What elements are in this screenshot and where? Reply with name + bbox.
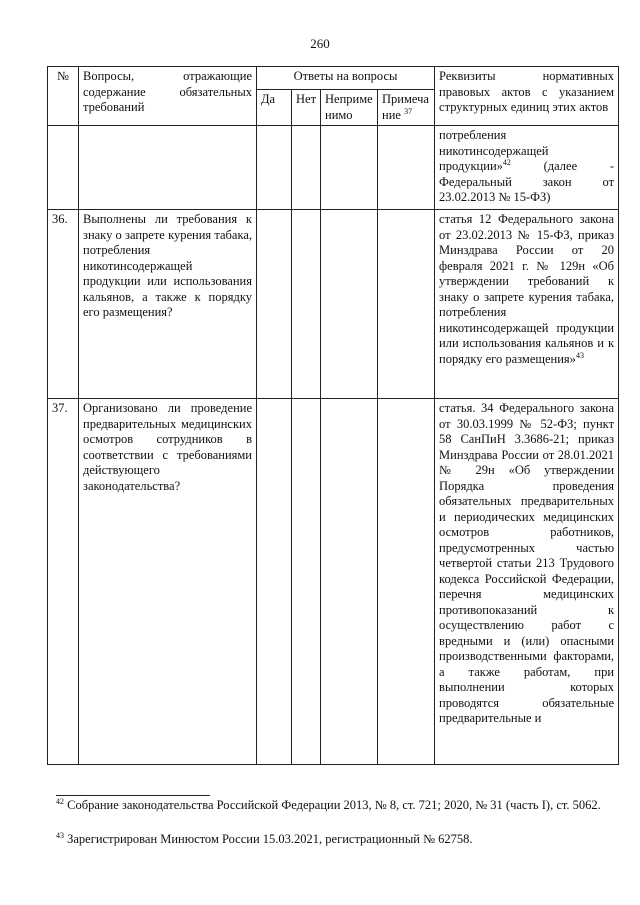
answer-na-cell — [321, 399, 378, 765]
answer-yes-cell — [257, 210, 292, 399]
row-num — [48, 126, 79, 210]
table-row — [48, 126, 619, 210]
answer-note-cell — [378, 399, 435, 765]
footnote-divider — [56, 795, 210, 796]
footnote-number: 43 — [56, 830, 64, 840]
header-questions: Вопросы, отражающие содержание обязательных требований — [79, 67, 257, 126]
answer-note-cell — [378, 126, 435, 210]
row-question: Выполнены ли требования к знаку о запрете курения табака, потребления никотинсодержащей продукции или использования кальянов, а также к порядку его размещения? — [79, 210, 257, 399]
requirements-table — [47, 66, 619, 765]
row-num: 36. — [48, 210, 79, 399]
row-requisites: статья. 34 Федерального закона от 30.03.1999 № 52-ФЗ; пункт 58 СанПиН 3.3686-21; приказ Минздрава России от 28.01.2021 № 29н «Об утверждении Порядка проведения обязательных предварительных и периодических медицинских осмотров работников, предусмотренных частью четвертой статьи 213 Трудового кодекса Российской Федерации, перечня медицинских противопоказаний к осуществлению работ с вредными и (или) опасными производственными факторами, а также работам, при выполнении которых проводятся обязательные предварительные и — [435, 399, 619, 765]
footnote-number: 42 — [56, 796, 64, 806]
footnote-ref: 42 — [502, 157, 511, 167]
header-no: Нет — [292, 90, 321, 126]
header-yes: Да — [257, 90, 292, 126]
table-row — [48, 210, 619, 399]
answer-yes-cell — [257, 126, 292, 210]
row-question — [79, 126, 257, 210]
header-note-text: Примеча ние — [382, 92, 429, 122]
header-na: Неприме нимо — [321, 90, 378, 126]
answer-no-cell — [292, 210, 321, 399]
footnote-text: Зарегистрирован Минюстом России 15.03.2021, регистрационный № 62758. — [64, 832, 473, 846]
header-num: № — [48, 67, 79, 126]
footnote — [56, 831, 616, 848]
footnote — [56, 797, 616, 814]
row-num: 37. — [48, 399, 79, 765]
row-requisites: статья 12 Федерального закона от 23.02.2013 № 15-ФЗ, приказ Минздрава России от 20 февраля 2021 г. № 129н «Об утверждении требований к знаку о запрете курения табака, потребления никотинсодержащей продукции или использования кальянов и к порядку его размещения»$^{43}$ — [435, 210, 619, 399]
header-note — [378, 90, 435, 126]
footnote-ref: 43 — [575, 350, 584, 360]
footnote-text: Собрание законодательства Российской Федерации 2013, № 8, ст. 721; 2020, № 31 (часть I), ст. 5062. — [64, 798, 601, 812]
answer-na-cell — [321, 210, 378, 399]
answer-no-cell — [292, 399, 321, 765]
header-note-ref: 37 — [404, 106, 413, 116]
header-row-1 — [48, 67, 619, 90]
answer-yes-cell — [257, 399, 292, 765]
answer-na-cell — [321, 126, 378, 210]
header-answers: Ответы на вопросы — [257, 67, 435, 90]
row-question: Организовано ли проведение предварительных медицинских осмотров сотрудников в соответствии с требованиями действующего законодательства? — [79, 399, 257, 765]
answer-note-cell — [378, 210, 435, 399]
page-number: 260 — [310, 36, 330, 51]
header-requisites: Реквизиты нормативных правовых актов с указанием структурных единиц этих актов — [435, 67, 619, 126]
table-row — [48, 399, 619, 765]
row-requisites: потребления никотинсодержащей продукции»$^{42}$ (далее - Федеральный закон от 23.02.2013 № 15-ФЗ) — [435, 126, 619, 210]
answer-no-cell — [292, 126, 321, 210]
